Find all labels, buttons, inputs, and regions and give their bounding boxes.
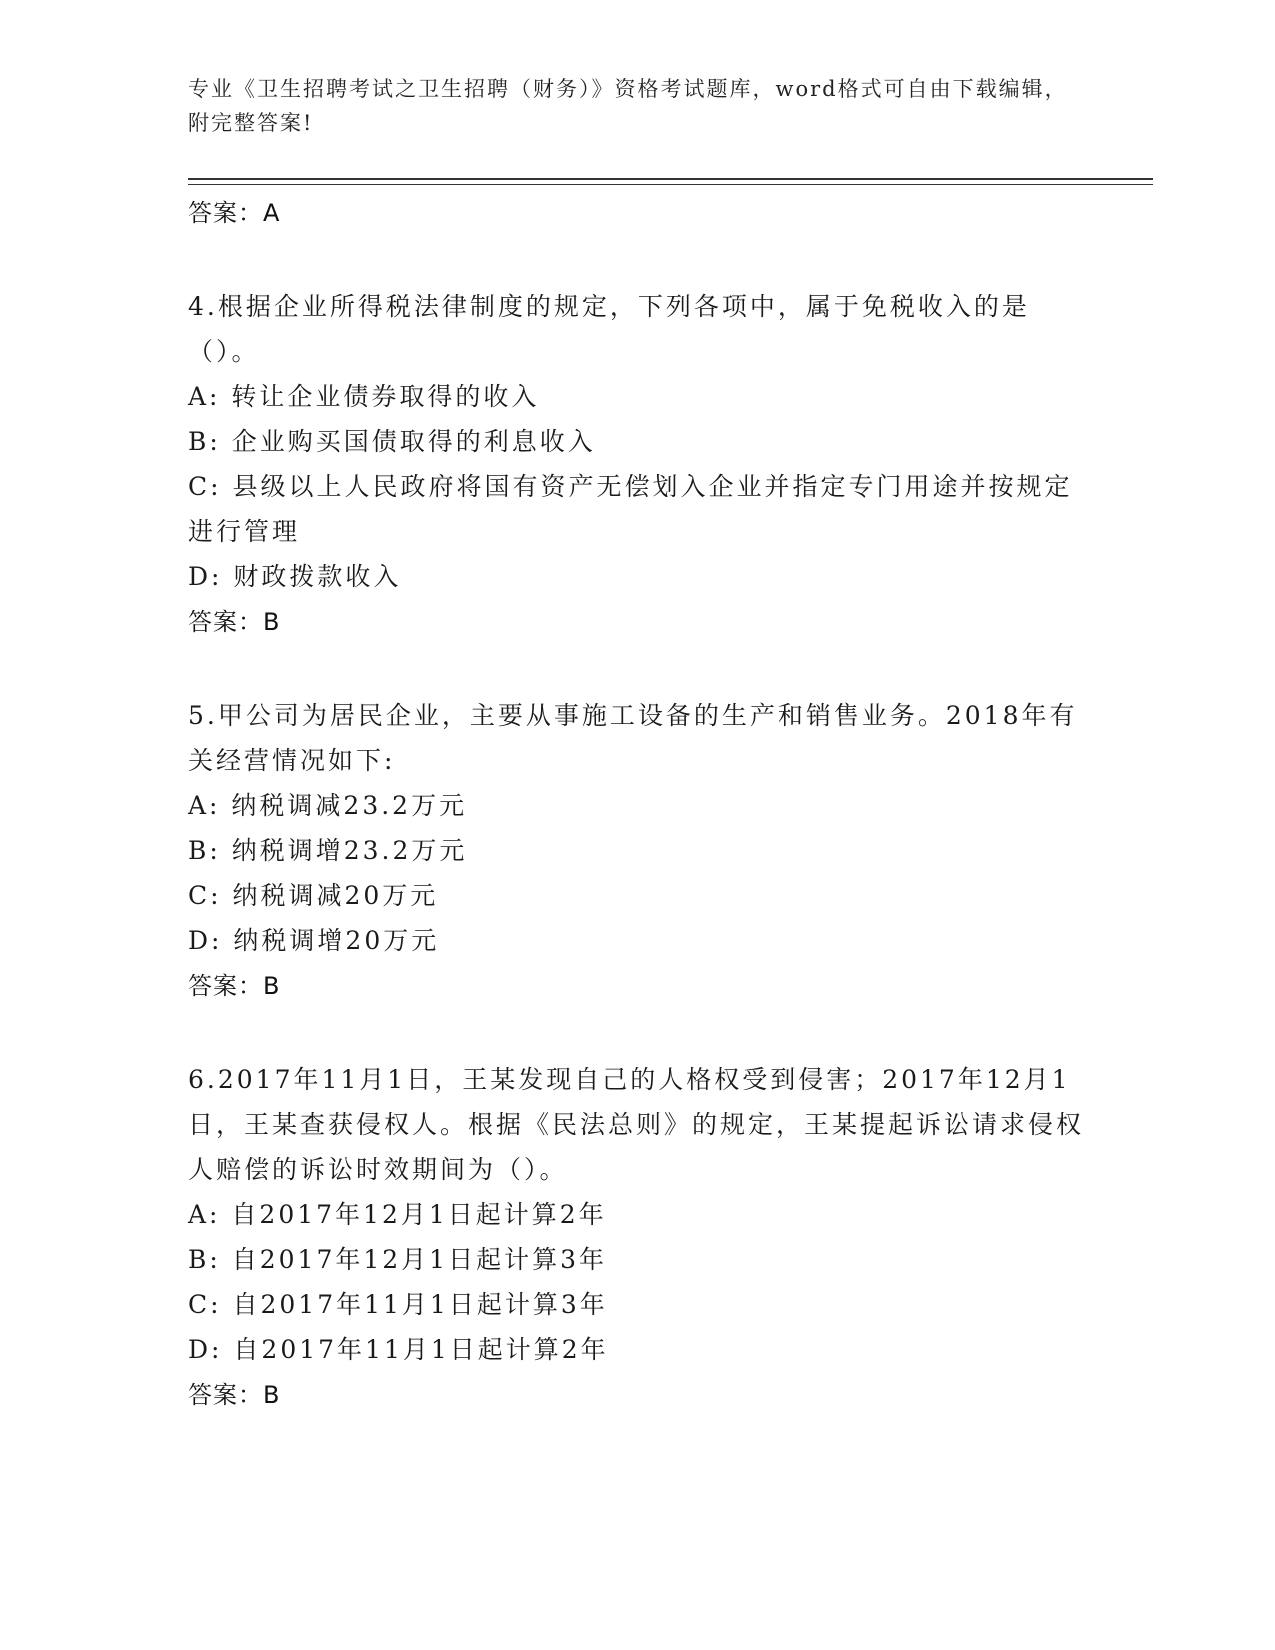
option-d: D: 自2017年11月1日起计算2年 xyxy=(188,1335,609,1364)
option-b: B: 企业购买国债取得的利息收入 xyxy=(188,427,596,456)
question-block xyxy=(188,284,1088,645)
option-a: A: 自2017年12月1日起计算2年 xyxy=(188,1200,607,1229)
answer-line: 答案：B xyxy=(188,608,281,636)
question-list xyxy=(188,190,1088,1418)
answer-line: 答案：B xyxy=(188,1381,281,1409)
option-c: C: 纳税调减20万元 xyxy=(188,881,439,910)
answer-line: 答案：A xyxy=(188,199,281,227)
header-rule-thin xyxy=(188,184,1153,185)
option-b: B: 纳税调增23.2万元 xyxy=(188,836,468,865)
option-d: D: 财政拨款收入 xyxy=(188,562,402,591)
option-b: B: 自2017年12月1日起计算3年 xyxy=(188,1245,607,1274)
question-stem: 4.根据企业所得税法律制度的规定，下列各项中，属于免税收入的是（）。 xyxy=(188,292,1030,366)
question-block xyxy=(188,693,1088,1009)
question-stem: 5.甲公司为居民企业，主要从事施工设备的生产和销售业务。2018年有关经营情况如下: xyxy=(188,701,1078,775)
option-d: D: 纳税调增20万元 xyxy=(188,926,440,955)
option-c: C: 县级以上人民政府将国有资产无偿划入企业并指定专门用途并按规定进行管理 xyxy=(188,472,1073,546)
header-rule xyxy=(188,178,1153,180)
question-stem: 6.2017年11月1日，王某发现自己的人格权受到侵害；2017年12月1日，王某查获侵权人。根据《民法总则》的规定，王某提起诉讼请求侵权人赔偿的诉讼时效期间为（）。 xyxy=(188,1065,1085,1184)
question-block xyxy=(188,1057,1088,1418)
option-a: A: 转让企业债券取得的收入 xyxy=(188,382,540,411)
option-a: A: 纳税调减23.2万元 xyxy=(188,791,468,820)
answer-line: 答案：B xyxy=(188,972,281,1000)
option-c: C: 自2017年11月1日起计算3年 xyxy=(188,1290,608,1319)
document-header: 专业《卫生招聘考试之卫生招聘（财务）》资格考试题库，word格式可自由下载编辑，附完整答案! xyxy=(188,77,1068,135)
